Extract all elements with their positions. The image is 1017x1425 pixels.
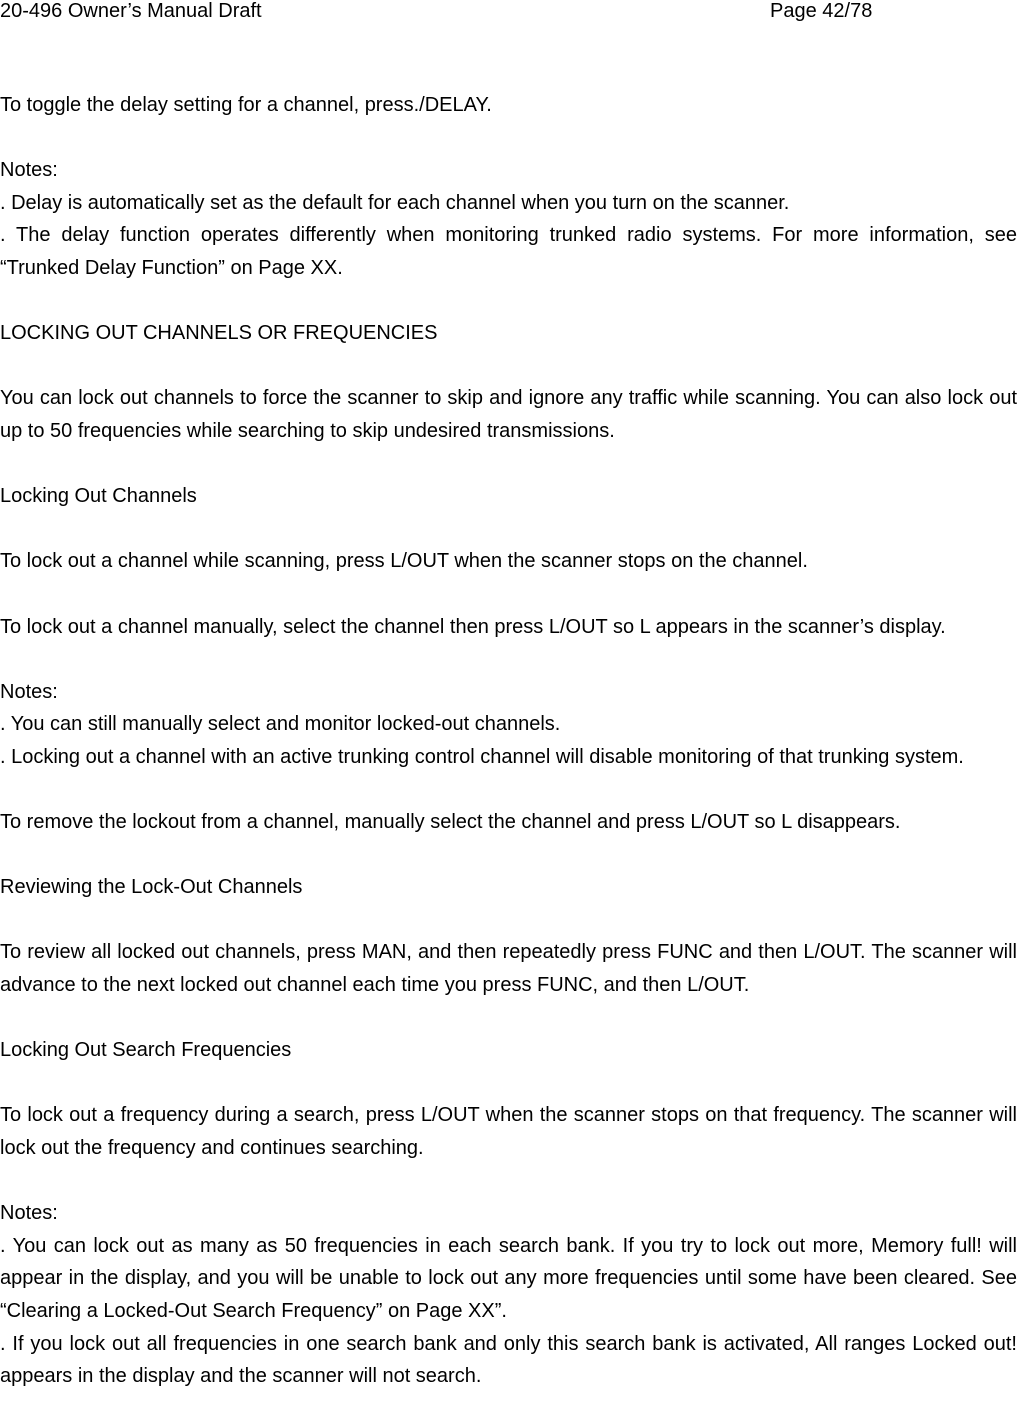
page-number: Page 42/78 — [770, 0, 873, 22]
document-title: 20-496 Owner’s Manual Draft — [0, 0, 262, 22]
note-item: . Delay is automatically set as the default for each channel when you turn on the scanner. — [0, 191, 790, 214]
notes-label: Notes: — [0, 159, 58, 182]
body-paragraph: To remove the lockout from a channel, manually select the channel and press L/OUT so L disappears. — [0, 811, 901, 834]
subsection-heading: Reviewing the Lock-Out Channels — [0, 876, 303, 899]
body-paragraph: To lock out a channel while scanning, press L/OUT when the scanner stops on the channel. — [0, 550, 808, 573]
note-item: . Locking out a channel with an active trunking control channel will disable monitoring of that trunking system. — [0, 745, 964, 768]
body-paragraph: To lock out a channel manually, select the channel then press L/OUT so L appears in the scanner’s display. — [0, 615, 946, 638]
subsection-heading: Locking Out Channels — [0, 485, 197, 508]
subsection-heading: Locking Out Search Frequencies — [0, 1039, 292, 1062]
note-item: . You can lock out as many as 50 frequencies in each search bank. If you try to lock out more, Memory full! will appear in the display, and you will be unable to lock out any more frequencies until some have been cleared. See “Clearing a Locked-Out Search Frequency” on Page XX”. — [0, 1234, 1017, 1322]
section-heading: LOCKING OUT CHANNELS OR FREQUENCIES — [0, 322, 438, 345]
note-item: . You can still manually select and monitor locked-out channels. — [0, 713, 561, 736]
body-paragraph: You can lock out channels to force the scanner to skip and ignore any traffic while scanning. You can also lock out up to 50 frequencies while searching to skip undesired transmissions. — [0, 387, 1017, 442]
body-paragraph: To review all locked out channels, press MAN, and then repeatedly press FUNC and then L/OUT. The scanner will advance to the next locked out channel each time you press FUNC, and then L/OUT. — [0, 941, 1017, 997]
intro-paragraph: To toggle the delay setting for a channel, press./DELAY. — [0, 94, 492, 116]
note-item: . The delay function operates differently when monitoring trunked radio systems. For more information, see “Trunked Delay Function” on Page XX. — [0, 224, 1017, 279]
notes-label: Notes: — [0, 1202, 58, 1225]
document-body — [0, 89, 1017, 1393]
page-header — [0, 0, 1017, 30]
notes-label: Notes: — [0, 680, 58, 703]
body-paragraph: To lock out a frequency during a search, press L/OUT when the scanner stops on that frequency. The scanner will lock out the frequency and continues searching. — [0, 1104, 1017, 1159]
note-item: . If you lock out all frequencies in one search bank and only this search bank is activated, All ranges Locked out! appears in the display and the scanner will not search. — [0, 1332, 1017, 1388]
